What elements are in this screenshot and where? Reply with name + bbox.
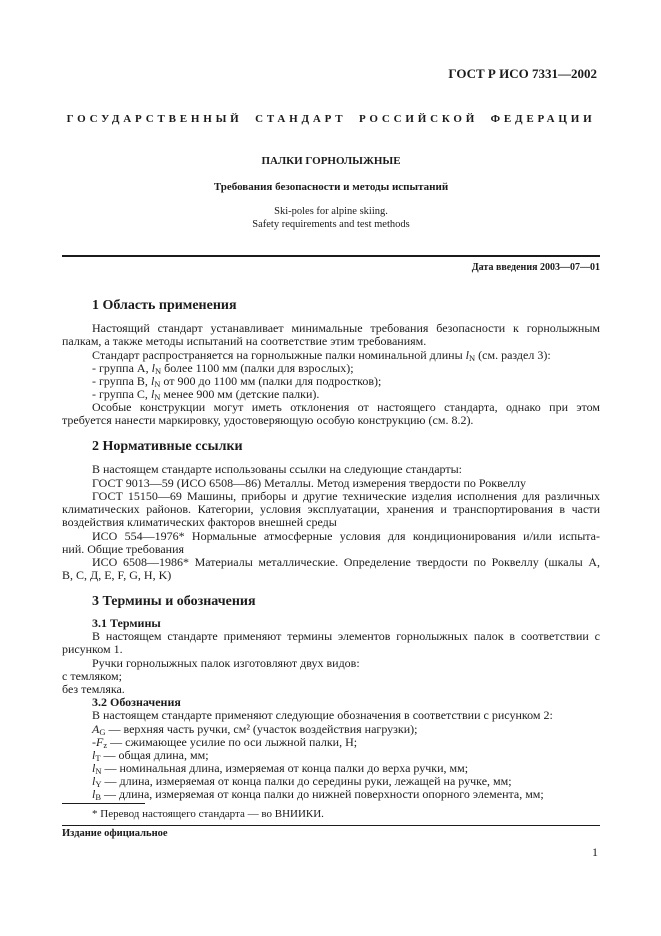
line-text: — общая длина, мм; — [100, 748, 209, 762]
page-number: 1 — [592, 845, 598, 859]
symbol-subscript: N — [154, 366, 162, 376]
line-text: менее 900 мм (детские палки). — [160, 387, 320, 401]
line-text: — сжимающее усилие по оси лыжной палки, Н; — [107, 735, 358, 749]
section-3-line: Ручки горнолыжных палок изготовляют двух видов: — [92, 656, 360, 670]
length-symbol: l — [92, 761, 96, 775]
section-2-line: ИСО 554—1976* Нормальные атмосферные условия для кондиционирования и/или испыта- — [92, 529, 600, 543]
symbol-subscript: Y — [95, 779, 102, 789]
state-standard-banner: ГОСУДАРСТВЕННЫЙ СТАНДАРТ РОССИЙСКОЙ ФЕДЕРАЦИИ — [66, 113, 596, 125]
section-3-heading: 3 Термины и обозначения — [92, 594, 256, 609]
line-text: - группа А, — [92, 361, 152, 375]
section-2-line: ИСО 6508—1986* Материалы металлические. Определение твердости по Роквеллу (шкалы А, — [92, 555, 600, 569]
length-symbol: l — [150, 374, 155, 388]
length-symbol: l — [465, 348, 470, 362]
line-text: — номинальная длина, измеряемая от конца палки до верха ручки, мм; — [101, 761, 469, 775]
length-symbol: l — [92, 787, 96, 801]
area-symbol: A — [92, 722, 100, 736]
footnote: * Перевод настоящего стандарта — во ВНИИКИ. — [92, 808, 324, 820]
english-title-line-1: Ski-poles for alpine skiing. — [274, 206, 388, 217]
symbol-subscript: N — [95, 766, 102, 776]
symbol-subscript: N — [154, 392, 161, 402]
footnote-divider — [62, 803, 145, 804]
document-title: ПАЛКИ ГОРНОЛЫЖНЫЕ — [261, 155, 401, 167]
line-text: - группа В, — [92, 374, 151, 388]
symbol-subscript: T — [95, 753, 101, 763]
section-2-heading: 2 Нормативные ссылки — [92, 439, 243, 454]
edition-label: Издание официальное — [62, 828, 168, 839]
section-2-line: В настоящем стандарте использованы ссылки на следующие стандарты: — [92, 462, 463, 476]
line-text: от 900 до 1100 мм (палки для подростков); — [160, 374, 382, 388]
force-symbol: F — [96, 735, 104, 749]
symbol-subscript: z — [103, 740, 108, 750]
section-2-line: воздействия климатических факторов внешней среды — [62, 515, 337, 529]
document-code: ГОСТ Р ИСО 7331—2002 — [448, 66, 597, 81]
document-subtitle: Требования безопасности и методы испытаний — [213, 181, 449, 193]
line-text: более 1100 мм (палки для взрослых); — [161, 361, 354, 375]
line-text: - группа С, — [92, 387, 151, 401]
symbol-subscript: B — [95, 792, 102, 802]
section-3-line: В настоящем стандарте применяют следующие обозначения в соответствии с рисунком 2: — [92, 708, 553, 722]
length-symbol: l — [92, 748, 96, 762]
section-3-line: с темляком; — [62, 669, 122, 683]
section-3-line: без темляка. — [62, 682, 125, 696]
subsection-3-2-heading: 3.2 Обозначения — [92, 695, 181, 709]
line-text: — верхняя часть ручки, см² (участок воздействия нагрузки); — [105, 722, 418, 736]
length-symbol: l — [151, 361, 155, 375]
line-text: — длина, измеряемая от конца палки до нижней поверхности опорного элемента, мм; — [101, 787, 544, 801]
section-2-line: климатических районов. Категории, условия эксплуатации, хранения и транспортирования в части — [62, 502, 600, 516]
section-1-line: палкам, а также методы испытаний на соответствие этим требованиям. — [62, 334, 427, 348]
section-2-line: ГОСТ 9013—59 (ИСО 6508—86) Металлы. Метод измерения твердости по Роквеллу — [92, 476, 527, 490]
line-text: — длина, измеряемая от конца палки до середины руки, лежащей на ручке, мм; — [101, 774, 512, 788]
section-2-line: В, С, Д, E, F, G, H, K) — [62, 568, 172, 582]
effective-date: Дата введения 2003—07—01 — [471, 262, 600, 273]
length-symbol: l — [150, 387, 155, 401]
section-3-line: рисунком 1. — [62, 642, 123, 656]
section-1-heading: 1 Область применения — [92, 298, 237, 313]
section-1-line: Настоящий стандарт устанавливает минимальные требования безопасности к горнолыжным — [92, 321, 600, 335]
minus-sign: - — [92, 735, 96, 749]
section-1-line: требуется нанести маркировку, удостоверяющую особую конструкцию (см. 8.2). — [62, 413, 474, 427]
english-title-line-2: Safety requirements and test methods — [252, 219, 410, 230]
title-divider — [62, 255, 600, 257]
line-text: (см. раздел 3): — [475, 348, 551, 362]
section-1-line: Особые конструкции могут иметь отклонения от настоящего стандарта, однако при этом — [92, 400, 600, 414]
symbol-subscript: G — [99, 727, 106, 737]
footer-divider — [62, 825, 600, 826]
symbol-subscript: N — [154, 379, 161, 389]
section-2-line: ГОСТ 15150—69 Машины, приборы и другие технические изделия исполнения для различных — [92, 489, 600, 503]
symbol-definition — [92, 788, 600, 801]
section-3-line: В настоящем стандарте применяют термины элементов горнолыжных палок в соответствии с — [92, 629, 600, 643]
section-2-line: ний. Общие требования — [62, 542, 185, 556]
line-text: Стандарт распространяется на горнолыжные палки номинальной длины — [92, 348, 466, 362]
subsection-3-1-heading: 3.1 Термины — [92, 616, 161, 630]
length-symbol: l — [92, 774, 96, 788]
symbol-subscript: N — [469, 353, 476, 363]
